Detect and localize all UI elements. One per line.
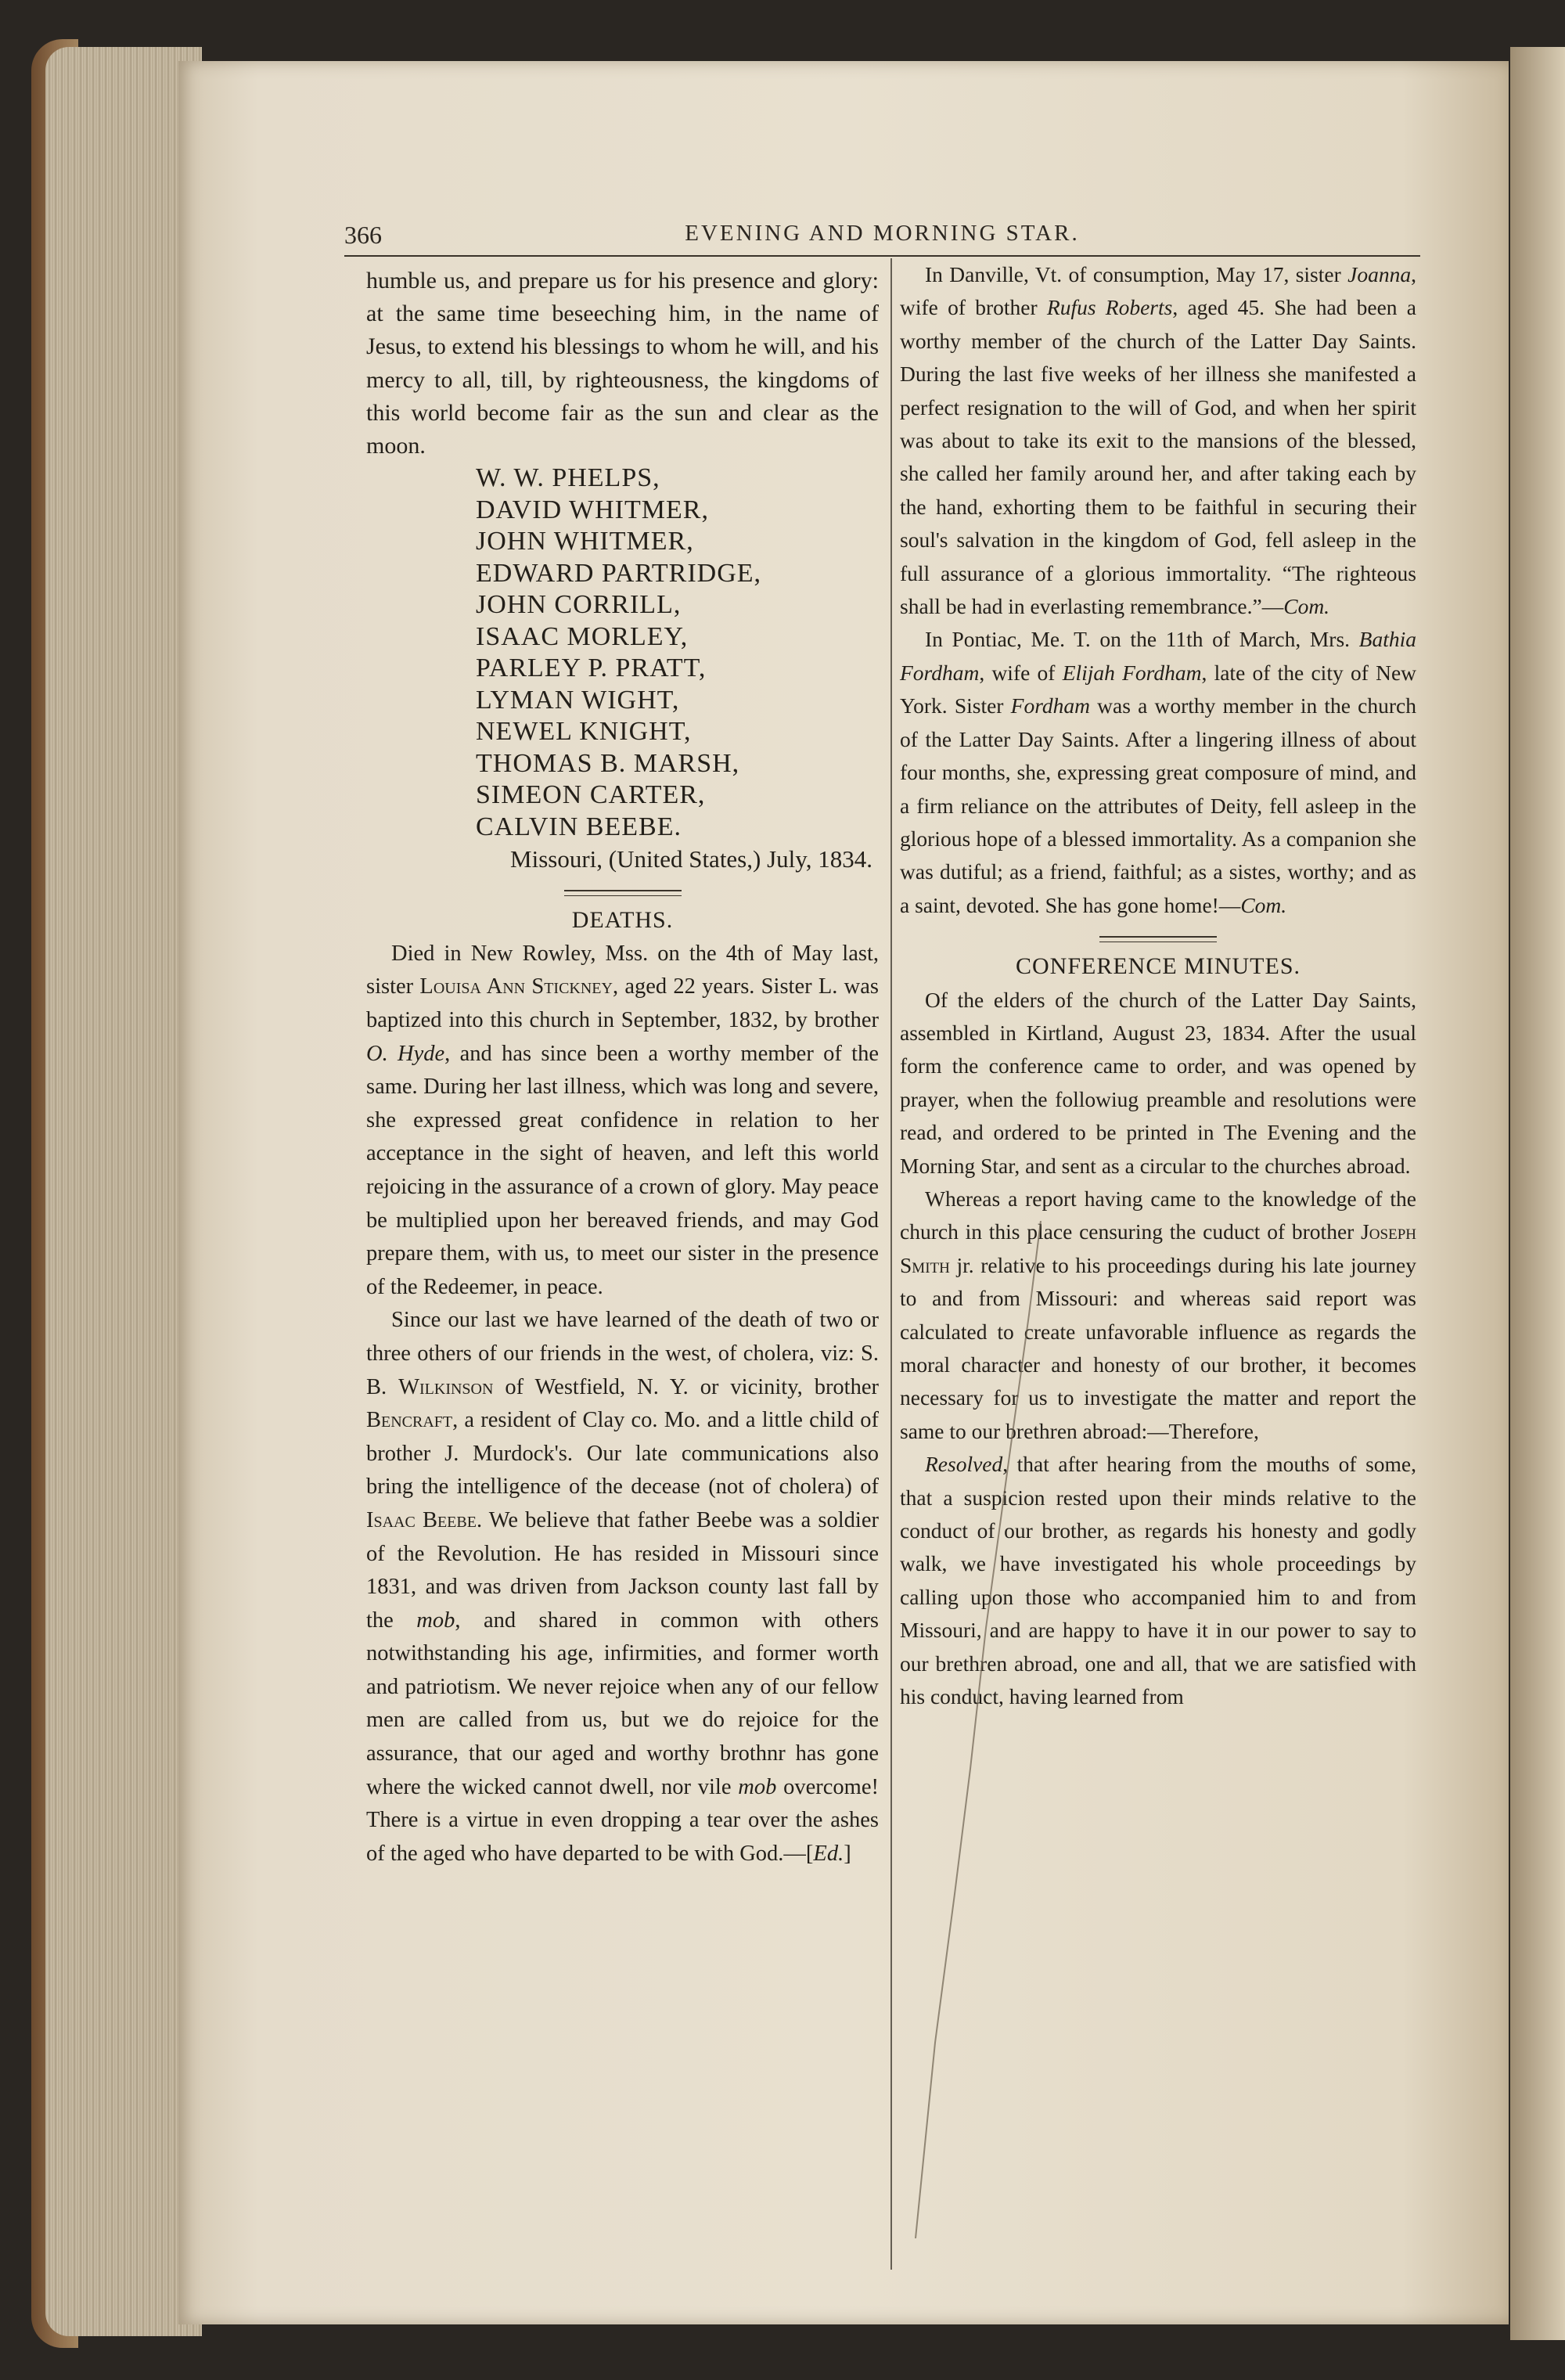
place-and-date: Missouri, (United States,) July, 1834. xyxy=(510,845,872,873)
signatory: W. W. PHELPS, xyxy=(476,463,660,493)
running-title: EVENING AND MORNING STAR. xyxy=(685,221,1080,246)
resolved-paragraph: Resolved, that after hearing from the mouths of some, that a suspicion rested upon their minds relative to the conduct of our brother, as regards his honesty and godly walk, we have investigated his whole proceedings by calling upon those who accompanied him to and from Missouri, and are happy to have it in our power to say to our brethren abroad, one and all, that we are satisfied with his conduct, having learned from xyxy=(900,1452,1416,1709)
death-notice-cholera: Since our last we have learned of the death of two or three others of our friends in the west, of cholera, viz: S. B. Wilkinson of Westfield, N. Y. or vicinity, brother Bencraft, a resident of Clay co. Mo. and a little child of brother J. Murdock's. Our late communications also bring the intelligence of the decease (not of cholera) of Isaac Beebe. We believe that father Beebe was a soldier of the Revolution. He has resided in Missouri since 1831, and was driven from Jackson county last fall by the mob, and shared in common with others notwithstanding his age, infirmities, and former worth and patriotism. We never rejoice when any of our fellow men are called from us, but we do rejoice for the assurance, that our aged and worthy brothnr has gone where the wicked cannot dwell, nor vile mob overcome! There is a virtue in even dropping a tear over the ashes of the aged who have departed to be with God.—[Ed.] xyxy=(366,1308,879,1866)
section-divider xyxy=(1099,936,1217,942)
conference-heading: CONFERENCE MINUTES. xyxy=(1015,953,1301,980)
signatory-list xyxy=(476,463,879,843)
signatory: LYMAN WIGHT, xyxy=(476,685,680,715)
page-header xyxy=(344,221,1420,257)
section-divider xyxy=(564,890,682,896)
signatory: JOHN CORRILL, xyxy=(476,590,682,620)
whereas-paragraph: Whereas a report having came to the knowledge of the church in this place censuring the cuduct of brother Joseph Smith jr. relative to his proceedings during his late journey to and from Missouri: and whereas said report was calculated to create unfavorable influence as regards the moral character and honesty of our brother, it becomes necessary for us to investigate the matter and report the same to our brethren abroad:—Therefore, xyxy=(900,1186,1416,1443)
closing-paragraph: humble us, and prepare us for his presence and glory: at the same time beseeching him, in the name of Jesus, to extend his blessings to whom he will, and his mercy to all, till, by righteousness, the kingdoms of this world become fair as the sun and clear as the moon. xyxy=(366,268,879,459)
facing-page-edge xyxy=(1510,47,1565,2340)
death-notice-fordham: In Pontiac, Me. T. on the 11th of March, Mrs. Bathia Fordham, wife of Elijah Fordham, late of the city of New York. Sister Fordham was a worthy member in the church of the Latter Day Saints. After a lingering illness of about four months, she, expressing great composure of mind, and a firm reliance on the attributes of Deity, fell asleep in the glorious hope of a blessed immortality. As a companion she was dutiful; as a friend, faithful; as a sistes, worthy; and as a saint, devoted. She has gone home!—Com. xyxy=(900,627,1417,917)
signatory: PARLEY P. PRATT, xyxy=(476,654,707,683)
signatory: DAVID WHITMER, xyxy=(476,495,709,524)
signatory: JOHN WHITMER, xyxy=(476,527,694,556)
deaths-heading: DEATHS. xyxy=(571,907,674,934)
signatory: THOMAS B. MARSH, xyxy=(476,748,740,778)
conference-intro: Of the elders of the church of the Latter Day Saints, assembled in Kirtland, August 23, 1834. After the usual form the conference came to order, and was opened by prayer, when the followiug preamble and resolutions were read, and ordered to be printed in The Evening and the Morning Star, and sent as a circular to the churches abroad. xyxy=(900,987,1416,1178)
death-notice-roberts: In Danville, Vt. of consumption, May 17, sister Joanna, wife of brother Rufus Roberts, aged 45. She had been a worthy member of the church of the Latter Day Saints. During the last five weeks of her illness she manifested a perfect resignation to the will of God, and when her spirit was about to take its exit to the mansions of the blessed, she called her family around her, and after taking each by the hand, exhorting them to be faithful in securing their soul's salvation in the kingdom of God, fell asleep in the full assurance of a glorious immortality. “The righteous shall be had in everlasting remembrance.”—Com. xyxy=(900,262,1416,619)
signatory: SIMEON CARTER, xyxy=(476,780,706,810)
signatory: EDWARD PARTRIDGE, xyxy=(476,558,762,588)
signatory: NEWEL KNIGHT, xyxy=(476,717,692,747)
signatory: CALVIN BEEBE. xyxy=(476,812,682,841)
signatory: ISAAC MORLEY, xyxy=(476,621,689,651)
death-notice-stickney: Died in New Rowley, Mss. on the 4th of May last, sister Louisa Ann Stickney, aged 22 years. Sister L. was baptized into this church in September, 1832, by brother O. Hyde, and has since been a worthy member of the same. During her last illness, which was long and severe, she expressed great confidence in relation to her acceptance in the sight of heaven, and left this world rejoicing in the assurance of a crown of glory. May peace be multiplied upon her bereaved friends, and may God prepare them, with us, to meet our sister in the presence of the Redeemer, in peace. xyxy=(366,941,880,1299)
paper-crack xyxy=(861,1221,1064,2238)
left-column xyxy=(366,265,879,1871)
page-number: 366 xyxy=(344,221,382,249)
